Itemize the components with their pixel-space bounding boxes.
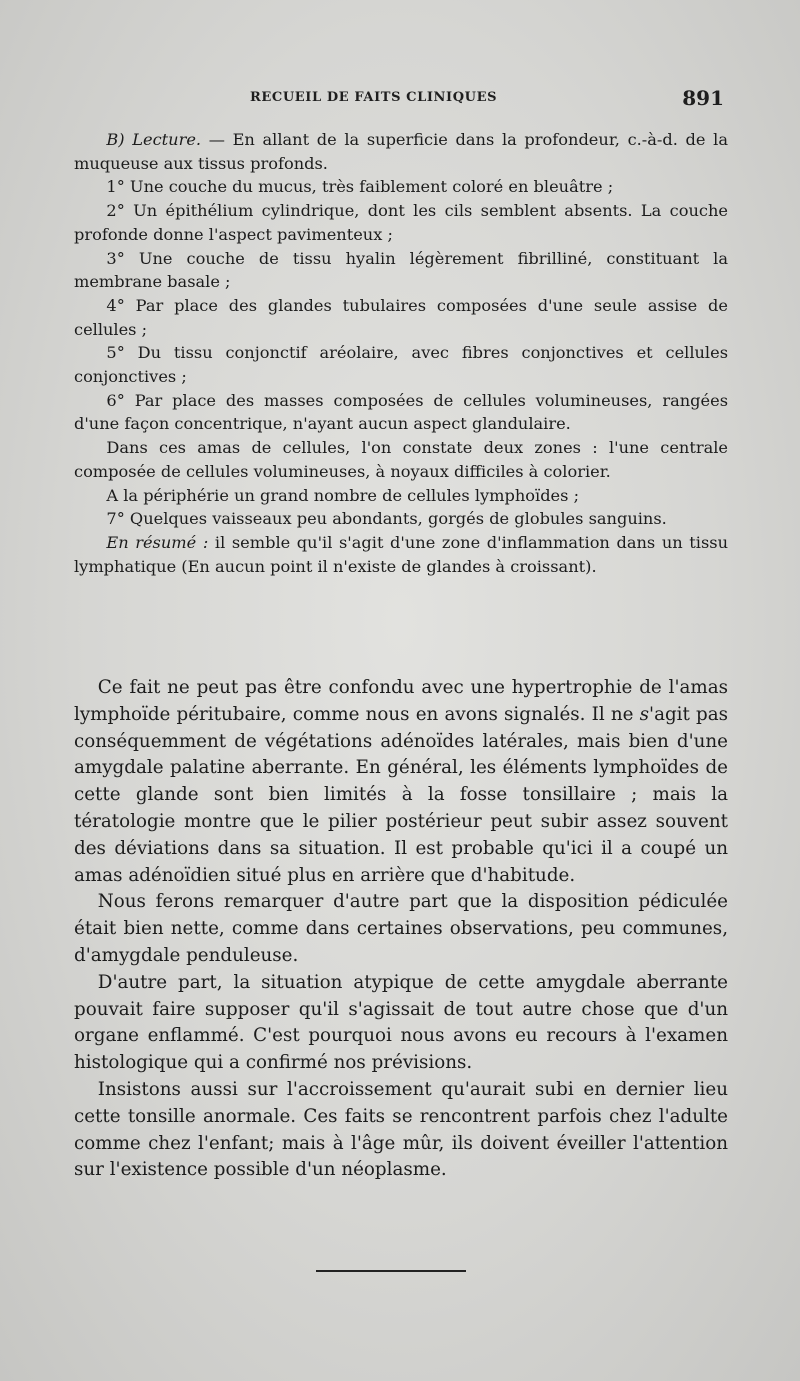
running-title: RECUEIL DE FAITS CLINIQUES (250, 90, 498, 105)
summary-label: En résumé : (106, 532, 209, 552)
reading-item-3: 3° Une couche de tissu hyalin légèrement fibrilliné, constituant la membrane basale ; (74, 248, 728, 292)
discussion-p1-italic: s' (639, 703, 655, 725)
reading-intro (74, 128, 728, 175)
discussion-paragraph-2: Nous ferons remarquer d'autre part que la disposition pédiculée était bien nette, comme dans certaines observations, peu communes, d'amygdale penduleuse. (74, 891, 728, 966)
reading-label: B) Lecture. (106, 130, 202, 149)
discussion (74, 675, 728, 1184)
reading-item-6: 6° Par place des masses composées de cellules volumineuses, rangées d'une façon concentrique, n'ayant aucun aspect glandulaire. (74, 390, 728, 434)
end-rule (316, 1270, 466, 1272)
discussion-p1-part-1: Ce fait ne peut pas être confondu avec une hypertrophie de l'amas lymphoïde péritubaire, comme nous en avons signalés. Il ne (74, 677, 728, 725)
discussion-paragraph-1 (74, 675, 728, 889)
discussion-paragraph-4: Insistons aussi sur l'accroissement qu'aurait subi en dernier lieu cette tonsille anormale. Ces faits se rencontrent parfois chez l'adulte comme chez l'enfant; mais à l'âge mûr, ils doivent éveiller l'attention sur l'existence possible d'un néoplasme. (74, 1078, 728, 1181)
discussion-p1-part-2: agit pas conséquemment de végétations adénoïdes latérales, mais bien d'une amygdale palatine aberrante. En général, les éléments lymphoïdes de cette glande sont bien limités à la fosse tonsillaire ; mais la tératologie montre que le pilier postérieur peut subir assez souvent des déviations dans sa situation. Il est probable qu'ici il a coupé un amas adénoïdien situé plus en arrière que d'habitude. (74, 703, 729, 886)
reading-item-6-periphery: A la périphérie un grand nombre de cellules lymphoïdes ; (106, 485, 580, 505)
page-number: 891 (682, 86, 724, 110)
reading-item-6-detail: Dans ces amas de cellules, l'on constate deux zones : l'une centrale composée de cellules volumineuses, à noyaux difficiles à colorier. (74, 438, 728, 481)
reading-intro-text: — En allant de la superficie dans la profondeur, c.-à-d. de la muqueuse aux tissus profonds. (74, 130, 728, 173)
reading-item-7: 7° Quelques vaisseaux peu abondants, gorgés de globules sanguins. (106, 509, 667, 529)
histology-reading (74, 128, 728, 578)
reading-item-2: 2° Un épithélium cylindrique, dont les cils semblent absents. La couche profonde donne l'aspect pavimenteux ; (74, 201, 728, 244)
reading-item-5: 5° Du tissu conjonctif aréolaire, avec fibres conjonctives et cellules conjonctives ; (74, 343, 728, 387)
reading-item-4: 4° Par place des glandes tubulaires composées d'une seule assise de cellules ; (74, 295, 728, 339)
reading-item-1: 1° Une couche du mucus, très faiblement coloré en bleuâtre ; (106, 177, 614, 197)
summary-text: il semble qu'il s'agit d'une zone d'inflammation dans un tissu lymphatique (En aucun point il n'existe de glandes à croissant). (74, 532, 728, 576)
discussion-paragraph-3: D'autre part, la situation atypique de cette amygdale aberrante pouvait faire supposer qu'il s'agissait de tout autre chose que d'un organe enflammé. C'est pourquoi nous avons eu recours à l'examen histologique qui a confirmé nos prévisions. (74, 971, 728, 1074)
running-head (60, 86, 730, 110)
reading-summary (74, 531, 728, 578)
